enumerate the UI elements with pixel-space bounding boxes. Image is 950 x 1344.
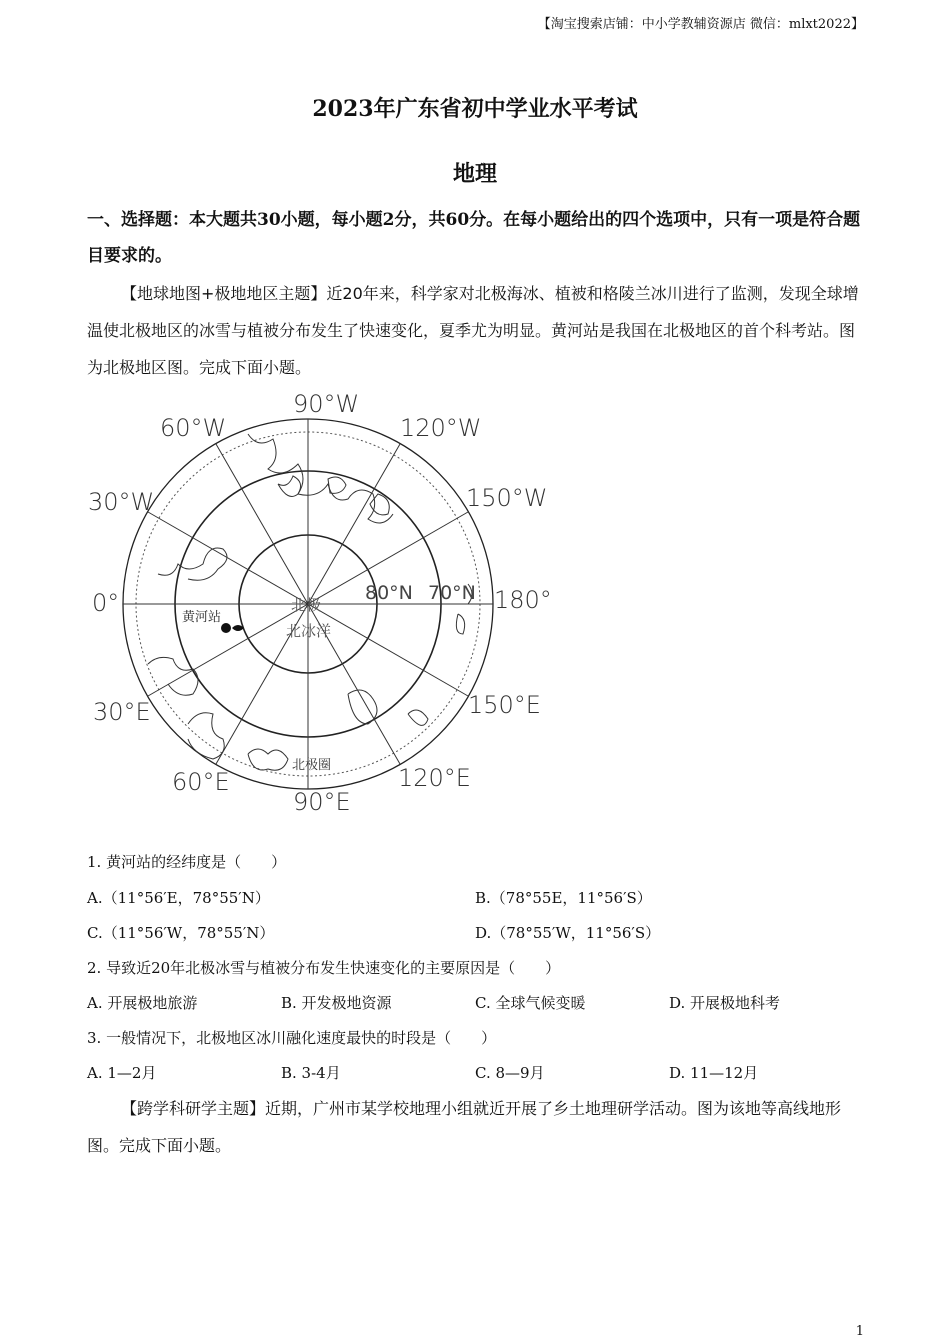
- q1-option-c[interactable]: C.（11°56′W，78°55′N）: [87, 924, 275, 942]
- q3-option-b[interactable]: B. 3-4月: [281, 1064, 341, 1082]
- passage-polar-text: 【地球地图+极地地区主题】近20年来，科学家对北极海冰、植被和格陵兰冰川进行了监测，发现全球增温使北极地区的冰雪与植被分布发生了快速变化，夏季尤为明显。黄河站是我国在北极地区的首个科考站。图为北极地区图。完成下面小题。: [87, 284, 859, 377]
- station-dot: [221, 623, 231, 633]
- label-90e: 90°E: [293, 788, 351, 816]
- label-70n: 70°N: [428, 582, 476, 604]
- label-huanghe-station: 黄河站: [182, 610, 222, 625]
- question-3-stem: 3. 一般情况下，北极地区冰川融化速度最快的时段是（ ）: [87, 1029, 497, 1047]
- passage-polar: [87, 275, 862, 386]
- subject-title: 地理: [452, 161, 497, 187]
- label-150w: 150°W: [466, 484, 548, 512]
- q2-option-b[interactable]: B. 开发极地资源: [281, 994, 392, 1012]
- q2-option-a[interactable]: A. 开展极地旅游: [87, 994, 198, 1012]
- passage-contour: [87, 1090, 862, 1164]
- q2-option-d[interactable]: D. 开展极地科考: [669, 994, 781, 1012]
- label-120w: 120°W: [400, 414, 482, 442]
- q3-option-c[interactable]: C. 8—9月: [475, 1064, 545, 1082]
- label-north-pole: 北极: [291, 596, 322, 614]
- q1-option-d[interactable]: D.（78°55′W，11°56′S）: [475, 924, 661, 942]
- label-60e: 60°E: [172, 768, 230, 796]
- q1-option-a[interactable]: A.（11°56′E，78°55′N）: [87, 889, 270, 907]
- label-80n: 80°N: [365, 582, 413, 604]
- label-180: 180°: [494, 586, 552, 614]
- question-1-stem: 1. 黄河站的经纬度是（ ）: [87, 853, 287, 871]
- label-150e: 150°E: [468, 691, 541, 719]
- label-90w: 90°W: [293, 390, 360, 418]
- q3-option-d[interactable]: D. 11—12月: [669, 1064, 759, 1082]
- header-note: 【淘宝搜索店铺：中小学教辅资源店 微信：mlxt2022】: [537, 17, 864, 32]
- q3-option-a[interactable]: A. 1—2月: [87, 1064, 157, 1082]
- label-arctic-circle: 北极圈: [292, 758, 332, 773]
- arctic-map: [88, 388, 558, 823]
- label-60w: 60°W: [160, 414, 227, 442]
- passage-contour-text: 【跨学科研学主题】近期，广州市某学校地理小组就近开展了乡土地理研学活动。图为该地等高线地形图。完成下面小题。: [87, 1099, 842, 1155]
- question-2-stem: 2. 导致近20年北极冰雪与植被分布发生快速变化的主要原因是（ ）: [87, 959, 561, 977]
- q1-option-b[interactable]: B.（78°55E，11°56′S）: [475, 889, 652, 907]
- page-number: 1: [855, 1324, 864, 1339]
- label-0: 0°: [92, 589, 120, 617]
- label-120e: 120°E: [398, 764, 471, 792]
- label-30e: 30°E: [93, 698, 151, 726]
- label-30w: 30°W: [88, 488, 155, 516]
- section-heading: 一、选择题：本大题共30小题，每小题2分，共60分。在每小题给出的四个选项中，只有一项是符合题目要求的。: [87, 210, 861, 266]
- label-arctic-ocean: 北冰洋: [286, 622, 332, 640]
- q2-option-c[interactable]: C. 全球气候变暖: [475, 994, 586, 1012]
- exam-title: 2023年广东省初中学业水平考试: [312, 96, 638, 122]
